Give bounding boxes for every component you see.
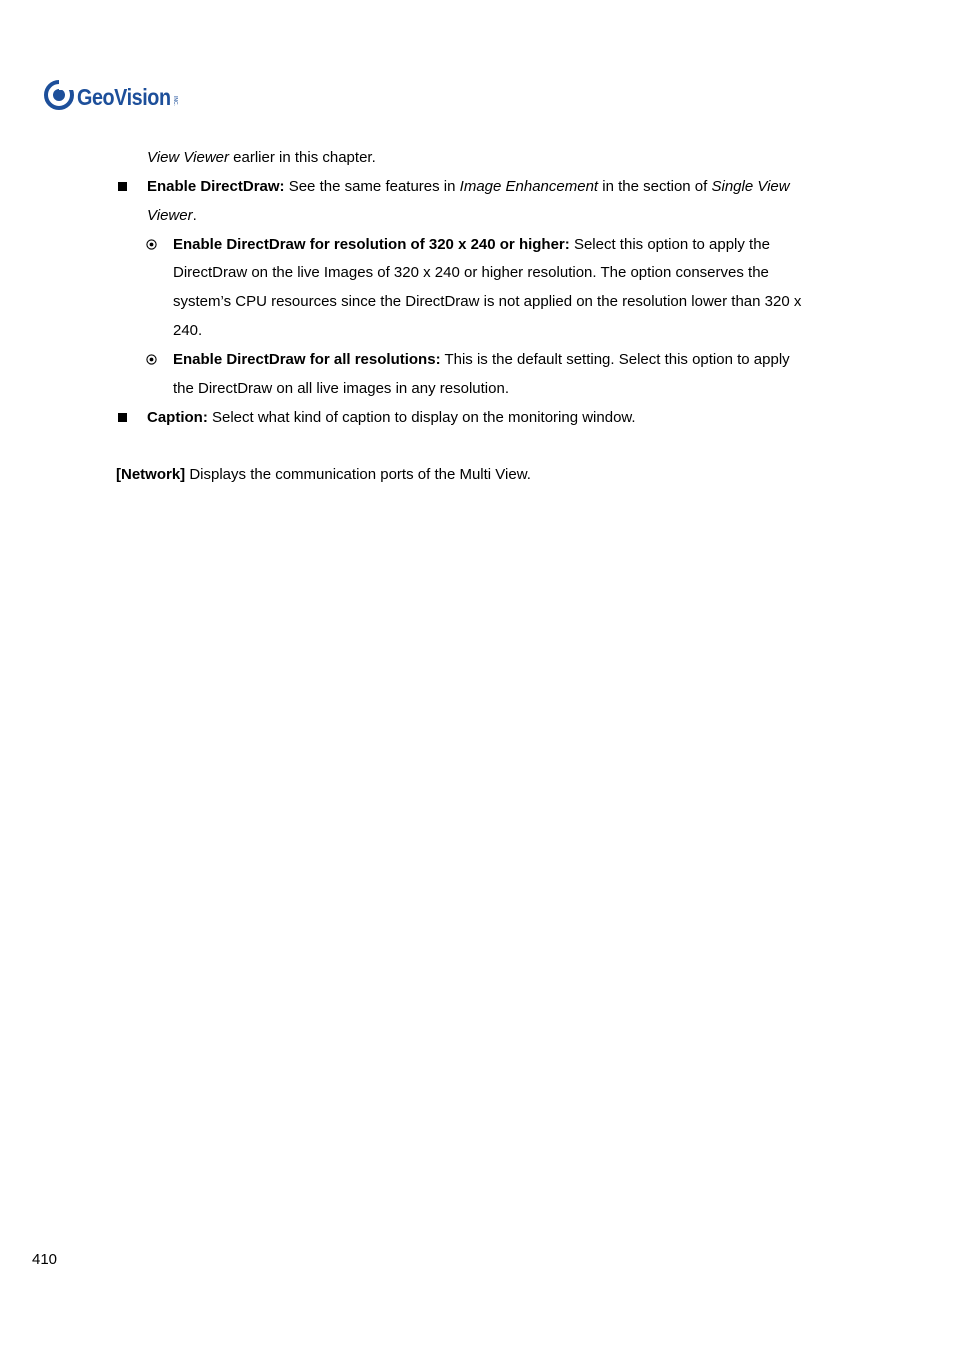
directdraw-italic-1: Image Enhancement [459,178,599,195]
square-bullet-icon [118,182,127,191]
geovision-logo-icon [44,78,74,110]
continuation-line [147,148,376,168]
option1-text-1: Select this option to apply the [569,236,770,253]
directdraw-text-2: in the section of [598,178,712,195]
continuation-italic: View Viewer [147,149,229,166]
option2-heading: Enable DirectDraw for all resolutions: [173,351,441,368]
network-text: Displays the communication ports of the Multi View. [185,466,531,483]
logo-reg-mark: INC. [171,96,178,106]
caption-line [147,408,636,428]
caption-text: Select what kind of caption to display on the monitoring window. [207,409,636,426]
logo-text: GeoVision [77,84,171,110]
option1-line-2: DirectDraw on the live Images of 320 x 240 or higher resolution. The option conserves the [173,264,769,281]
directdraw-line-1 [147,177,790,197]
directdraw-line-2 [147,206,197,226]
directdraw-italic-3: Viewer [147,207,193,224]
option2-line-2: the DirectDraw on all live images in any resolution. [173,380,509,397]
option1-line-1 [173,235,770,255]
option1-line-3: system’s CPU resources since the DirectDraw is not applied on the resolution lower than 320 x [173,293,802,310]
page-number: 410 [32,1251,58,1268]
caption-heading: Caption: [147,409,208,426]
option2-line-1 [173,350,790,370]
option1-heading: Enable DirectDraw for resolution of 320 x 240 or higher: [173,236,570,253]
radio-bullet-icon [146,354,157,365]
directdraw-text-1: See the same features in [284,178,460,195]
geovision-logo [44,74,178,110]
directdraw-text-3: . [192,207,197,224]
continuation-text: earlier in this chapter. [229,149,376,166]
network-line [116,465,531,485]
directdraw-heading: Enable DirectDraw: [147,178,285,195]
option2-text-1: This is the default setting. Select this option to apply [440,351,790,368]
radio-bullet-icon [146,239,157,250]
square-bullet-icon [118,413,127,422]
option1-line-4: 240. [173,322,203,339]
network-heading: [Network] [116,466,186,483]
directdraw-italic-2: Single View [711,178,790,195]
